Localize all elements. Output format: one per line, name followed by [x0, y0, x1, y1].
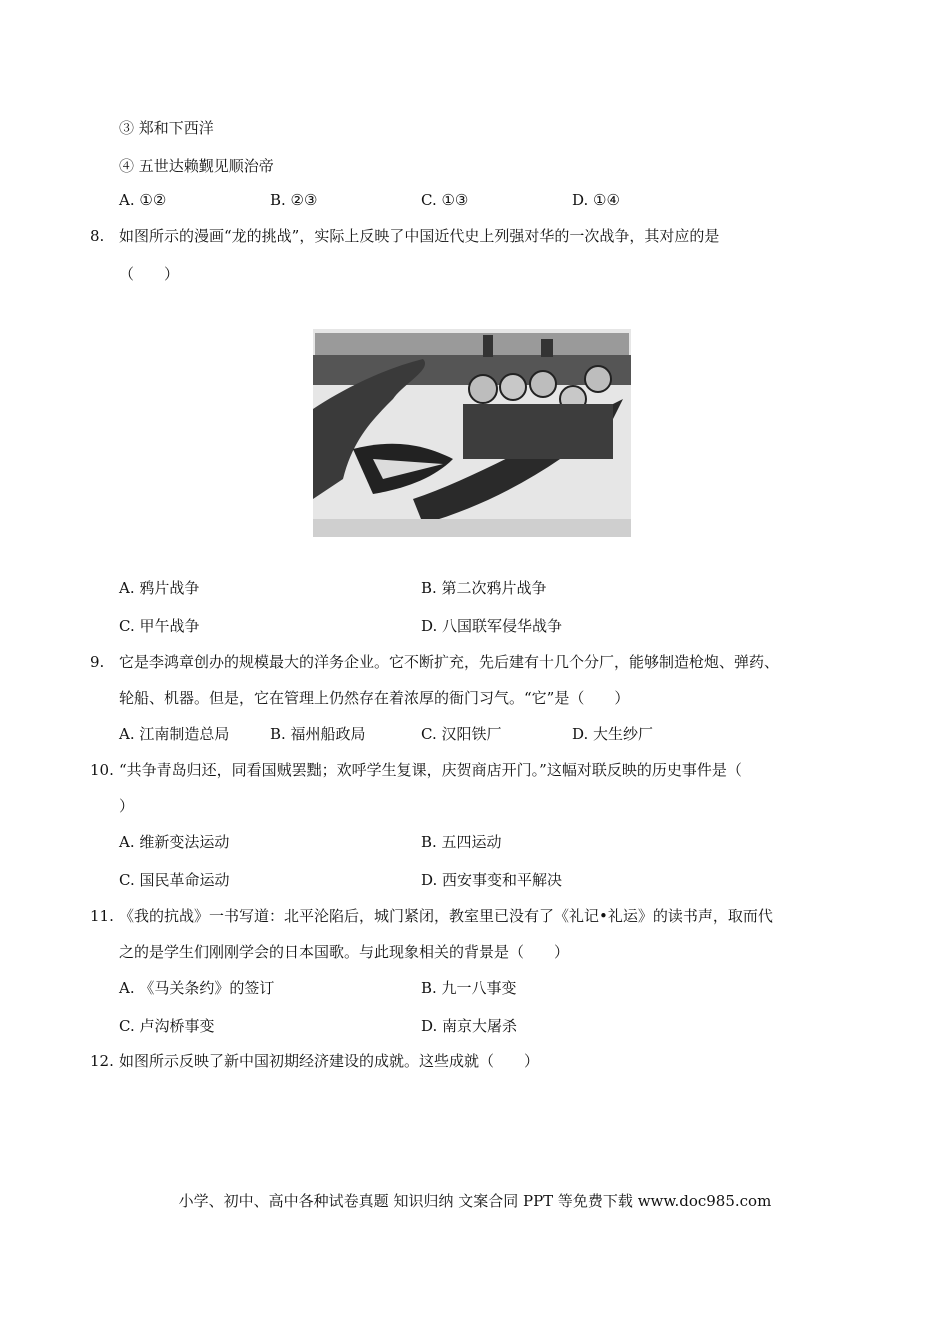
q10-option-b: B. 五四运动	[421, 833, 502, 851]
q8-stem: 如图所示的漫画“龙的挑战”，实际上反映了中国近代史上列强对华的一次战争，其对应的是	[119, 227, 720, 245]
q12-stem: 如图所示反映了新中国初期经济建设的成就。这些成就（ ）	[119, 1052, 540, 1070]
q7-option-d: D. ①④	[572, 191, 620, 209]
q11-option-d: D. 南京大屠杀	[421, 1017, 518, 1035]
q8-blank: （ ）	[119, 265, 180, 283]
q9-option-a: A. 江南制造总局	[119, 725, 230, 743]
q8-option-d: D. 八国联军侵华战争	[421, 617, 563, 635]
q10-number: 10.	[90, 761, 114, 779]
q9-option-c: C. 汉阳铁厂	[421, 725, 502, 743]
q10-option-a: A. 维新变法运动	[119, 833, 230, 851]
q11-option-a: A. 《马关条约》的签订	[119, 979, 275, 997]
q8-option-a: A. 鸦片战争	[119, 579, 200, 597]
q9-stem-line1: 它是李鸿章创办的规模最大的洋务企业。它不断扩充，先后建有十几个分厂，能够制造枪炮、弹药、	[119, 653, 780, 671]
q10-option-d: D. 西安事变和平解决	[421, 871, 563, 889]
q8-option-c: C. 甲午战争	[119, 617, 200, 635]
q7-item-3: ③ 郑和下西洋	[119, 119, 214, 137]
q11-option-b: B. 九一八事变	[421, 979, 517, 997]
q9-stem-line2: 轮船、机器。但是，它在管理上仍然存在着浓厚的衙门习气。“它”是（ ）	[119, 689, 630, 707]
q7-option-c: C. ①③	[421, 191, 469, 209]
page-footer: 小学、初中、高中各种试卷真题 知识归纳 文案合同 PPT 等免费下载 www.doc985.com	[178, 1192, 772, 1210]
q11-stem-line1: 《我的抗战》一书写道：北平沦陷后，城门紧闭，教室里已没有了《礼记•礼运》的读书声，取而代	[119, 907, 773, 925]
q11-option-c: C. 卢沟桥事变	[119, 1017, 215, 1035]
q11-stem-line2: 之的是学生们刚刚学会的日本国歌。与此现象相关的背景是（ ）	[119, 943, 570, 961]
q10-stem-line1: “共争青岛归还，同看国贼罢黜；欢呼学生复课，庆贺商店开门。”这幅对联反映的历史事件是（	[119, 761, 742, 779]
q12-number: 12.	[90, 1052, 114, 1070]
q8-option-b: B. 第二次鸦片战争	[421, 579, 547, 597]
q10-option-c: C. 国民革命运动	[119, 871, 230, 889]
q11-number: 11.	[90, 907, 114, 925]
q9-number: 9.	[90, 653, 105, 671]
q10-stem-line2: ）	[119, 797, 135, 815]
q7-option-b: B. ②③	[270, 191, 318, 209]
q7-item-4: ④ 五世达赖觐见顺治帝	[119, 157, 274, 175]
q8-number: 8.	[90, 227, 105, 245]
q9-option-b: B. 福州船政局	[270, 725, 366, 743]
dragon-cartoon-image	[313, 329, 631, 537]
q9-option-d: D. 大生纱厂	[572, 725, 654, 743]
q7-option-a: A. ①②	[119, 191, 167, 209]
